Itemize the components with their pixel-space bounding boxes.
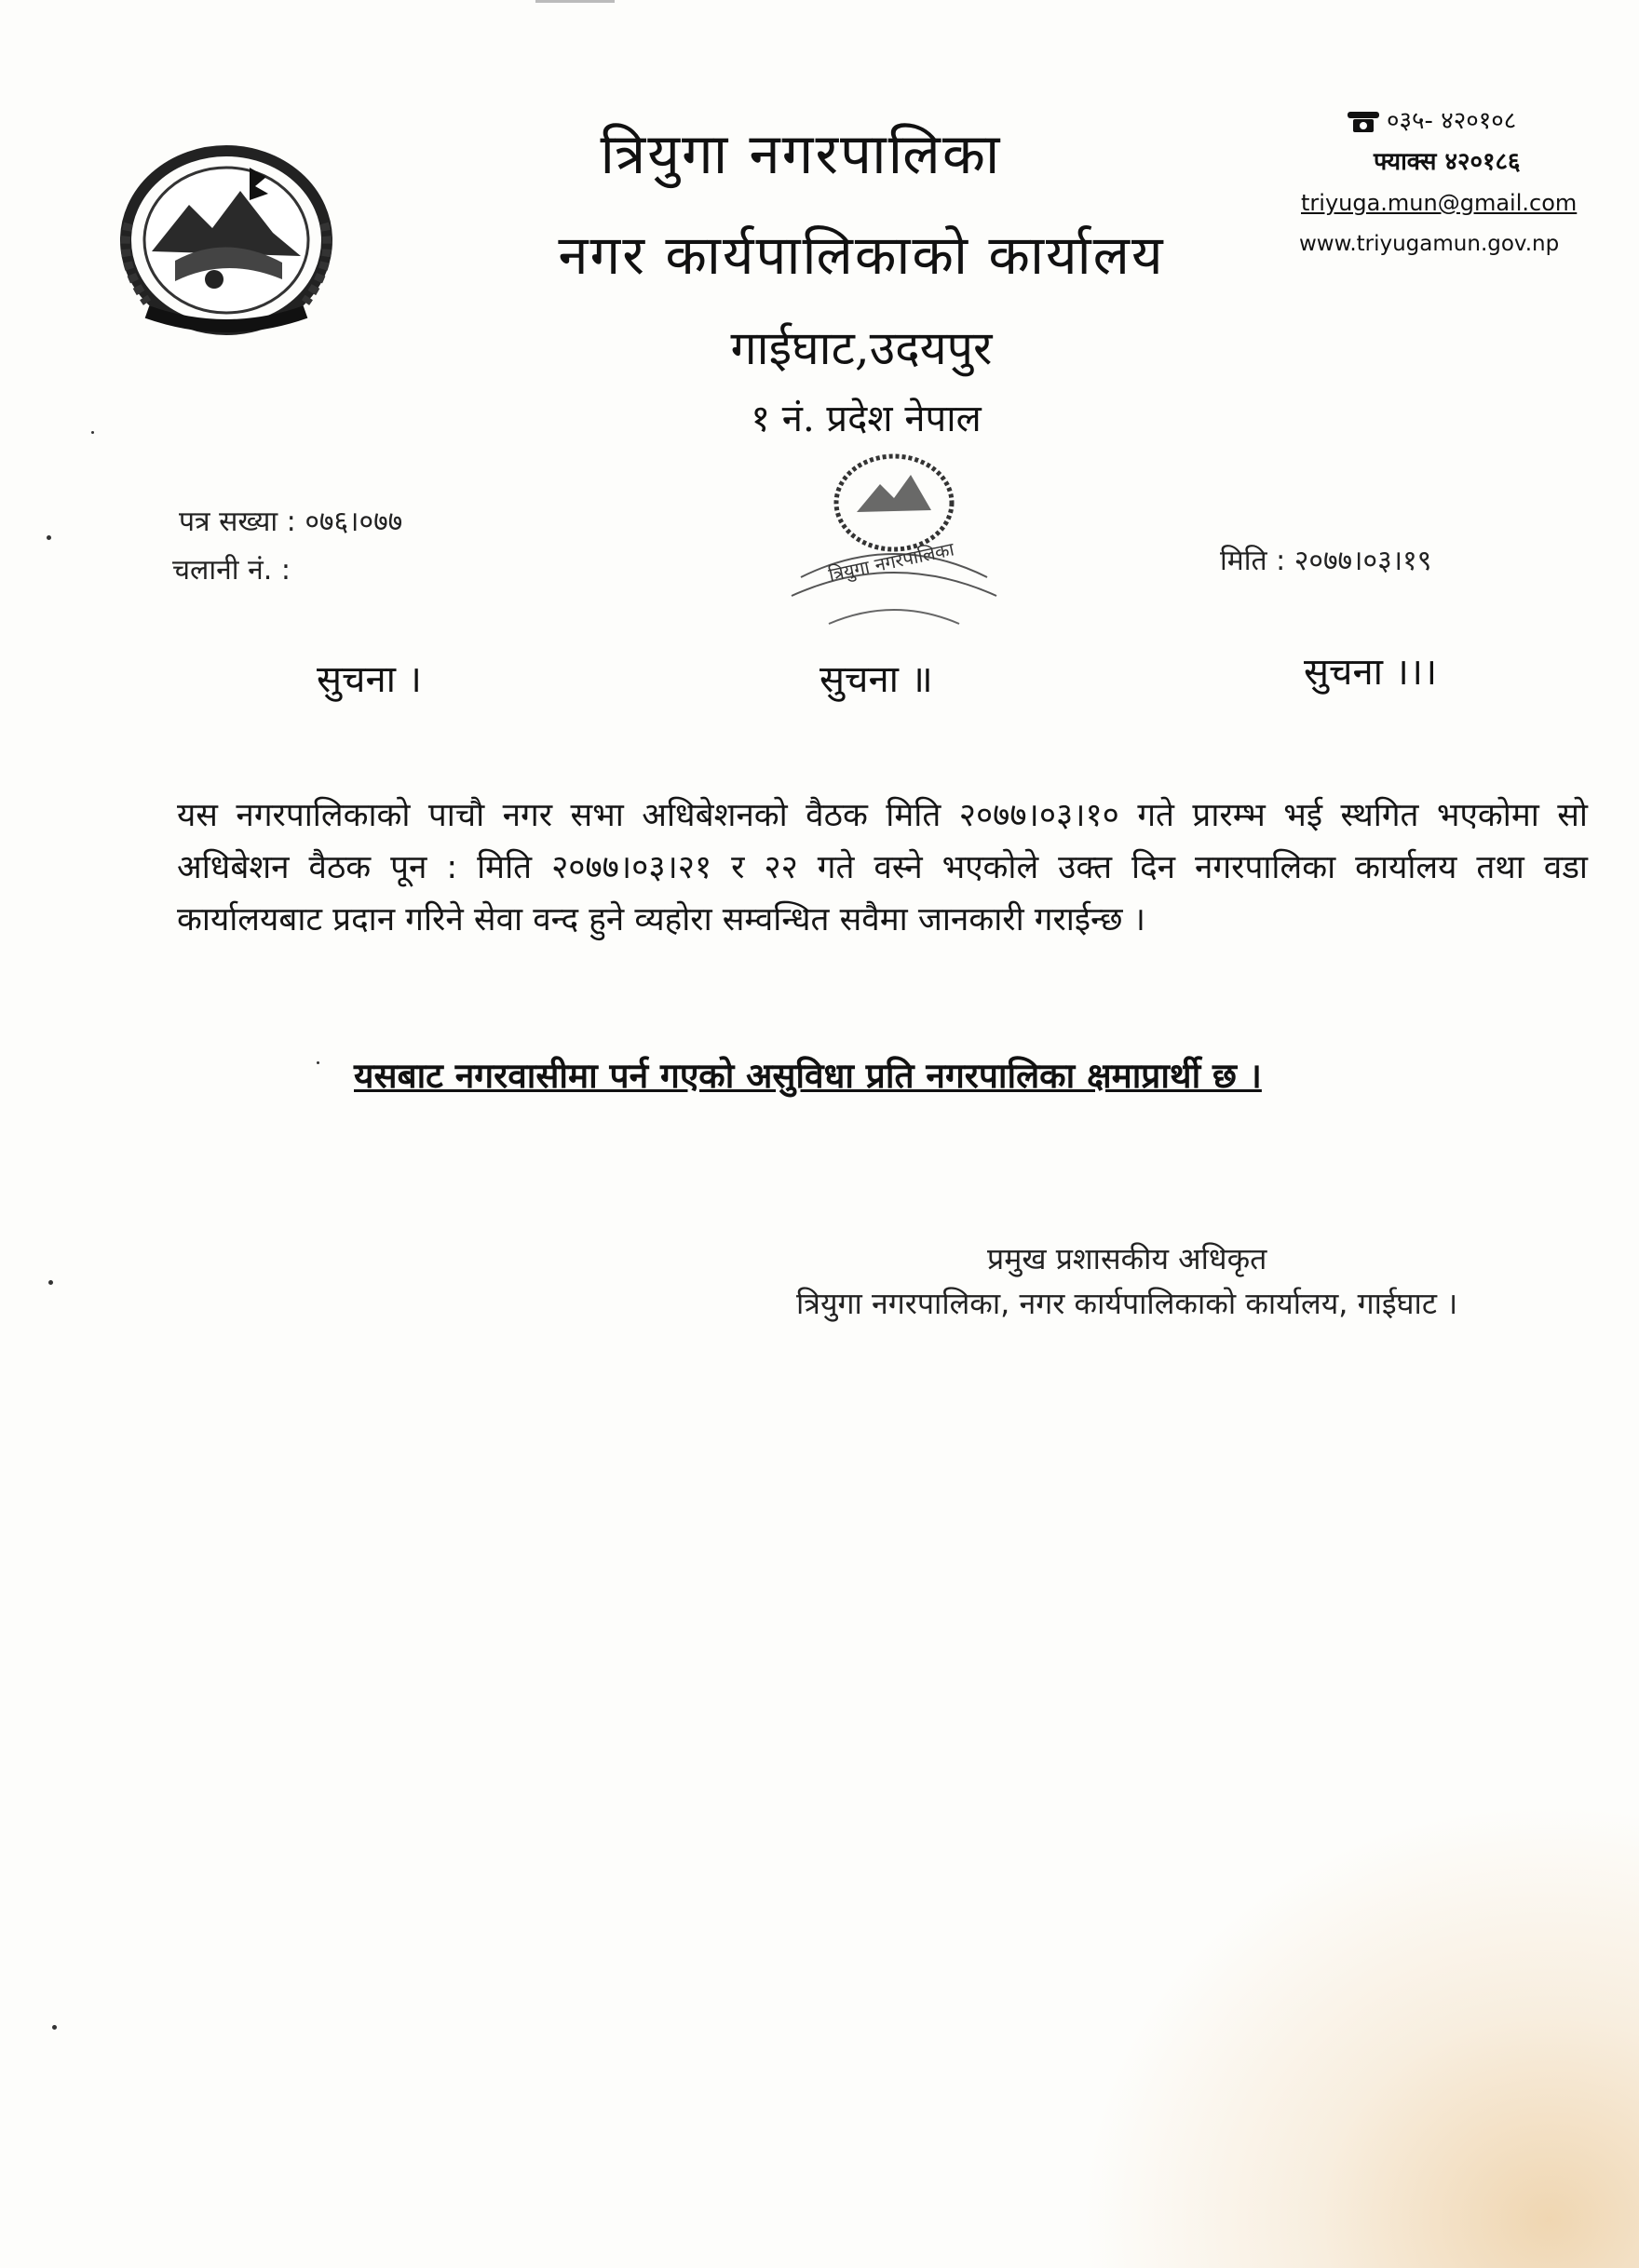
- letter-date: मिति : २०७७।०३।१९: [1220, 545, 1432, 577]
- notice-heading-3: सुचना ।।।: [1304, 651, 1438, 694]
- paper-glare: [1080, 1802, 1639, 2268]
- scan-speck: [317, 1061, 319, 1064]
- stamp-label: त्रियुगा नगरपालिका: [826, 537, 956, 587]
- phone-number: ०३५- ४२०१०८: [1387, 107, 1517, 135]
- scan-speck: [91, 431, 94, 434]
- office-location: गाईघाट,उदयपुर: [730, 321, 993, 375]
- office-stamp: [773, 438, 1015, 661]
- notice-heading-2: सुचना ॥: [820, 658, 933, 701]
- scan-speck: [47, 535, 51, 540]
- notice-body: यस नगरपालिकाको पाचौ नगर सभा अधिबेशनको वैठक मिति २०७७।०३।१० गते प्रारम्भ भई स्थगित भएकोमा सो अधिबेशन वैठक पून : मिति २०७७।०३।२१ र २२ गते वस्ने भएकोले उक्त दिन नगरपालिका कार्यालय तथा वडा कार्यालयबाट प्रदान गरिने सेवा वन्द हुने व्यहोरा सम्वन्धित सवैमा जानकारी गराईन्छ ।: [177, 797, 1588, 938]
- notice-heading-1: सुचना ।: [317, 658, 422, 701]
- email-link[interactable]: triyuga.mun@gmail.com: [1301, 190, 1578, 216]
- scan-edge-mark: [535, 0, 615, 3]
- letter-number: पत्र सख्या : ०७६।०७७: [179, 506, 403, 538]
- nepal-emblem-logo: [110, 140, 343, 344]
- website-link[interactable]: www.triyugamun.gov.np: [1299, 232, 1560, 256]
- fax-number: फ्याक्स ४२०१८६: [1374, 148, 1521, 176]
- apology-statement: यसबाट नगरवासीमा पर्न गएको असुविधा प्रति नगरपालिका क्षमाप्रार्थी छ ।: [354, 1056, 1262, 1096]
- signatory-title: प्रमुख प्रशासकीय अधिकृत: [987, 1241, 1267, 1276]
- telephone-icon: [1346, 110, 1381, 134]
- contact-block: [1290, 101, 1588, 264]
- scan-speck: [52, 2025, 57, 2030]
- dispatch-number: चलानी नं. :: [172, 554, 291, 587]
- scan-speck: [48, 1280, 53, 1285]
- municipality-name: त्रियुगा नगरपालिका: [600, 122, 1002, 187]
- province-country: १ नं. प्रदेश नेपाल: [751, 398, 982, 440]
- signatory-office: त्रियुगा नगरपालिका, नगर कार्यपालिकाको कार्यालय, गाईघाट ।: [796, 1286, 1458, 1321]
- phone-row: [1290, 101, 1588, 142]
- office-name: नगर कार्यपालिकाको कार्यालय: [558, 223, 1165, 287]
